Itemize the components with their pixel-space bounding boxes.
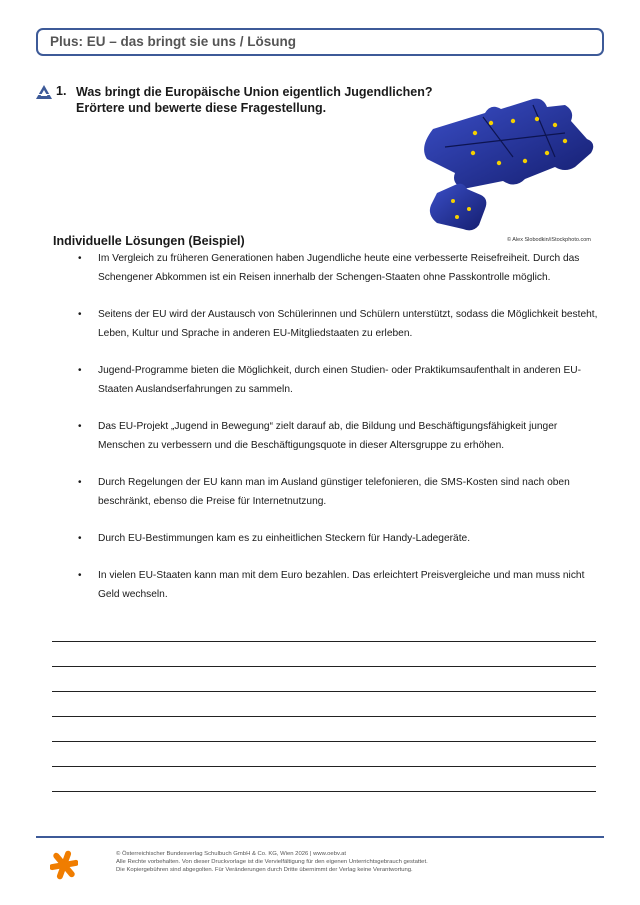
list-item-text: In vielen EU-Staaten kann man mit dem Euro bezahlen. Das erleichtert Preisvergleiche und man muss nicht Geld wechseln.	[98, 570, 585, 600]
task-question	[76, 84, 433, 116]
list-item	[78, 473, 598, 511]
bullet-icon: •	[78, 533, 82, 544]
writing-line	[52, 741, 596, 742]
writing-line	[52, 766, 596, 767]
bullet-icon: •	[78, 253, 82, 264]
footer-line-1: © Österreichischer Bundesverlag Schulbuch GmbH & Co. KG, Wien 2026 | www.oebv.at	[116, 851, 347, 857]
footer-line-3: Die Kopiergebühren sind abgegolten. Für Veränderungen durch Dritte übernimmt der Verlag keine Verantwortung.	[116, 867, 413, 873]
triangle-level-icon	[36, 85, 52, 99]
list-item	[78, 361, 598, 399]
footer-divider	[36, 836, 604, 838]
image-credit: © Alex Slobodkin/iStockphoto.com	[507, 237, 591, 243]
bullet-icon: •	[78, 421, 82, 432]
writing-line	[52, 691, 596, 692]
task-question-line-1: Was bringt die Europäische Union eigentlich Jugendlichen?	[76, 85, 433, 99]
writing-line	[52, 791, 596, 792]
writing-line	[52, 716, 596, 717]
list-item-text: Das EU-Projekt „Jugend in Bewegung“ zielt darauf ab, die Bildung und Beschäftigungsfähigkeit junger Menschen zu verbessern und die Beschäftigungsquote in dieser Altersgruppe zu erhöhen.	[98, 421, 558, 451]
header-box	[36, 28, 604, 56]
bullet-icon: •	[78, 477, 82, 488]
list-item	[78, 305, 598, 343]
bullet-icon: •	[78, 365, 82, 376]
list-item	[78, 417, 598, 455]
footer-line-2: Alle Rechte vorbehalten. Von dieser Druckvorlage ist die Vervielfältigung für den eigenen Unterrichtsgebrauch gestattet.	[116, 859, 428, 865]
page-header-title: Plus: EU – das bringt sie uns / Lösung	[50, 34, 297, 49]
list-item-text: Im Vergleich zu früheren Generationen haben Jugendliche heute eine verbesserte Reisefreiheit. Durch das Schengener Abkommen ist ein Reisen innerhalb der Schengen-Staaten ohne Passkontrolle möglich.	[98, 253, 580, 283]
list-item-text: Jugend-Programme bieten die Möglichkeit, durch einen Studien- oder Praktikumsaufenthalt in anderen EU-Staaten Auslandserfahrungen zu sammeln.	[98, 365, 582, 395]
solution-list	[78, 249, 598, 604]
list-item	[78, 249, 598, 287]
writing-line	[52, 666, 596, 667]
list-item	[78, 566, 598, 604]
publisher-logo-icon	[50, 848, 78, 882]
eu-puzzle-image	[415, 97, 600, 237]
task-number: 1.	[56, 84, 67, 98]
footer-legal-text	[116, 850, 428, 874]
task-question-line-2: Erörtere und bewerte diese Fragestellung.	[76, 101, 327, 115]
list-item	[78, 529, 598, 548]
list-item-text: Durch Regelungen der EU kann man im Ausland günstiger telefonieren, die SMS-Kosten sind nach oben beschränkt, ebenso die Preise für Internetnutzung.	[98, 477, 570, 507]
list-item-text: Durch EU-Bestimmungen kam es zu einheitlichen Steckern für Handy-Ladegeräte.	[98, 533, 471, 544]
bullet-icon: •	[78, 570, 82, 581]
writing-line	[52, 641, 596, 642]
bullet-icon: •	[78, 309, 82, 320]
section-title: Individuelle Lösungen (Beispiel)	[53, 234, 245, 248]
list-item-text: Seitens der EU wird der Austausch von Schülerinnen und Schülern unterstützt, sodass die Möglichkeit besteht, Leben, Kultur und Sprache in anderen EU-Mitgliedstaaten zu erleben.	[98, 309, 598, 339]
